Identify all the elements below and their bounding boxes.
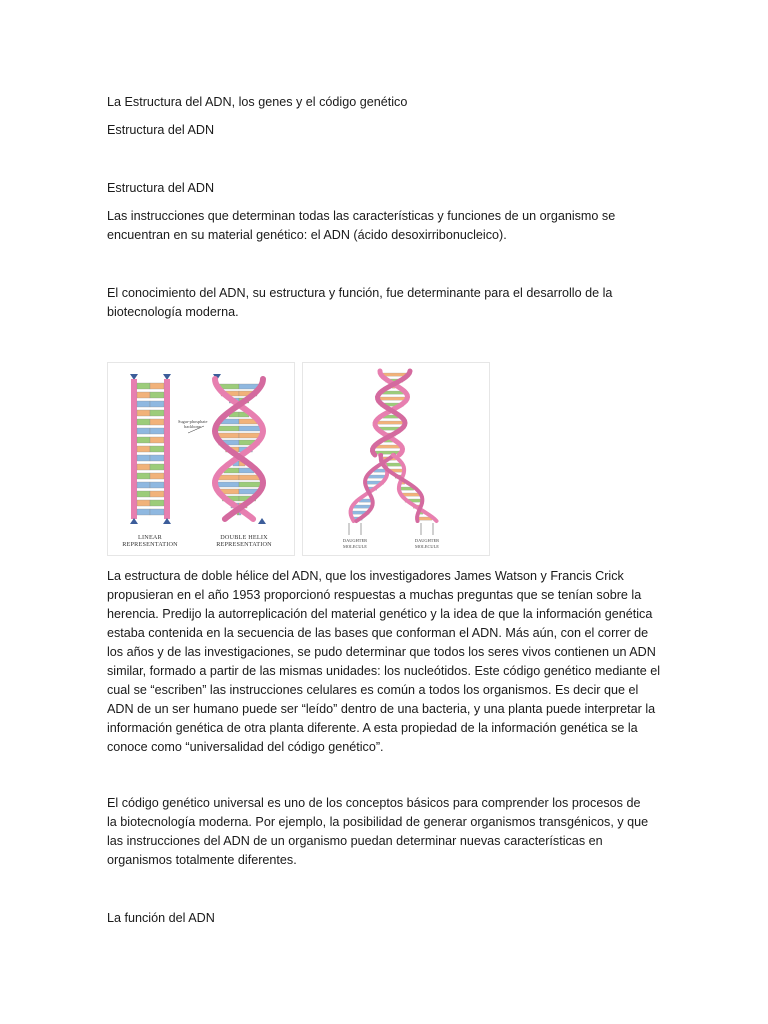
- base-pair: [150, 509, 164, 515]
- paragraph: El conocimiento del ADN, su estructura y función, fue determinante para el desarrollo de la biotecnología moderna.: [107, 286, 613, 319]
- dna-replication-illustration: [303, 363, 489, 555]
- base-pair: [150, 437, 164, 443]
- base-pair: [239, 475, 260, 480]
- base-pair: [150, 446, 164, 452]
- base-pair: [378, 397, 408, 400]
- base-pair: [150, 428, 164, 434]
- base-pair: [150, 419, 164, 425]
- base-pair: [137, 482, 150, 488]
- base-pair: [137, 437, 150, 443]
- dna-replication-figure: [302, 362, 490, 556]
- base-pair: [150, 482, 164, 488]
- base-pair: [137, 446, 150, 452]
- base-pair: [216, 426, 239, 431]
- base-pair: [137, 410, 150, 416]
- figure-caption: MOLECULE: [415, 544, 439, 549]
- dna-linear-helix-figure: [107, 362, 295, 556]
- dna-linear-helix-illustration: [108, 363, 294, 555]
- document-title: La Estructura del ADN, los genes y el código genético: [107, 95, 408, 109]
- parent-helix-backbone: [373, 371, 411, 455]
- base-pair: [137, 491, 150, 497]
- base-pair: [375, 445, 400, 448]
- base-pair: [150, 473, 164, 479]
- figure-caption: DAUGHTER: [342, 538, 368, 543]
- base-pair: [137, 473, 150, 479]
- backbone-strand: [131, 379, 137, 519]
- base-pair: [239, 426, 262, 431]
- base-pair: [150, 383, 164, 389]
- base-pair: [137, 428, 150, 434]
- base-pair: [376, 421, 405, 424]
- base-pair: [150, 401, 164, 407]
- figure-caption: REPRESENTATION: [216, 541, 272, 548]
- base-pair: [150, 455, 164, 461]
- figure-caption: REPRESENTATION: [122, 541, 178, 548]
- base-pair: [218, 475, 239, 480]
- dna-figures: [107, 362, 492, 556]
- section-heading: Estructura del ADN: [107, 181, 215, 195]
- base-pair: [137, 509, 150, 515]
- section-heading: Estructura del ADN: [107, 123, 215, 137]
- base-pair: [150, 500, 164, 506]
- figure-caption: DOUBLE HELIX: [220, 534, 268, 541]
- base-pair: [137, 464, 150, 470]
- section-heading: La función del ADN: [107, 911, 215, 925]
- paragraph: La estructura de doble hélice del ADN, que los investigadores James Watson y Francis Crick propusieran en el año 1953 proporcionó respuestas a muchas preguntas que se tenían sobre la herencia. Predijo la autorreplicación del material genético y la idea de que la información genética estaba contenida en la secuencia de las bases que conforman el ADN. Más aún, con el correr de los años y de las investigaciones, se pudo determinar que todos los seres vivos contienen un ADN similar, formado a partir de las mismas unidades: los nucleótidos. Este código genético mediante el cual se “escriben” las instrucciones celulares es común a todos los organismos. Es decir que el ADN de un ser humano puede ser “leído” dentro de una bacteria, y una planta puede interpretar la información genética de otra planta diferente. A esta propiedad de la información genética se la conoce como “universalidad del código genético”.: [107, 569, 661, 754]
- backbone-strand: [164, 379, 170, 519]
- strand-arrow-icon: [258, 518, 266, 524]
- base-pair: [150, 491, 164, 497]
- backbone-label: backbone: [184, 424, 201, 429]
- base-pair: [150, 392, 164, 398]
- figure-caption: DAUGHTER: [414, 538, 440, 543]
- base-pair: [137, 500, 150, 506]
- base-pair: [137, 419, 150, 425]
- base-pair: [137, 392, 150, 398]
- base-pair: [150, 464, 164, 470]
- base-pair: [137, 401, 150, 407]
- paragraph: Las instrucciones que determinan todas las características y funciones de un organismo se encuentran en su material genético: el ADN (ácido desoxirribonucleico).: [107, 209, 616, 242]
- base-pair: [150, 410, 164, 416]
- paragraph: El código genético universal es uno de los conceptos básicos para comprender los procesos de la biotecnología moderna. Por ejemplo, la posibilidad de generar organismos transgénicos, y que las instrucciones del ADN de un organismo puedan determinar nuevas características en organismos totalmente diferentes.: [107, 796, 649, 867]
- figure-caption: LINEAR: [138, 534, 162, 541]
- base-pair: [137, 383, 150, 389]
- base-pair: [137, 455, 150, 461]
- backbone-label: Sugar-phosphate: [178, 419, 208, 424]
- figure-caption: MOLECULE: [343, 544, 367, 549]
